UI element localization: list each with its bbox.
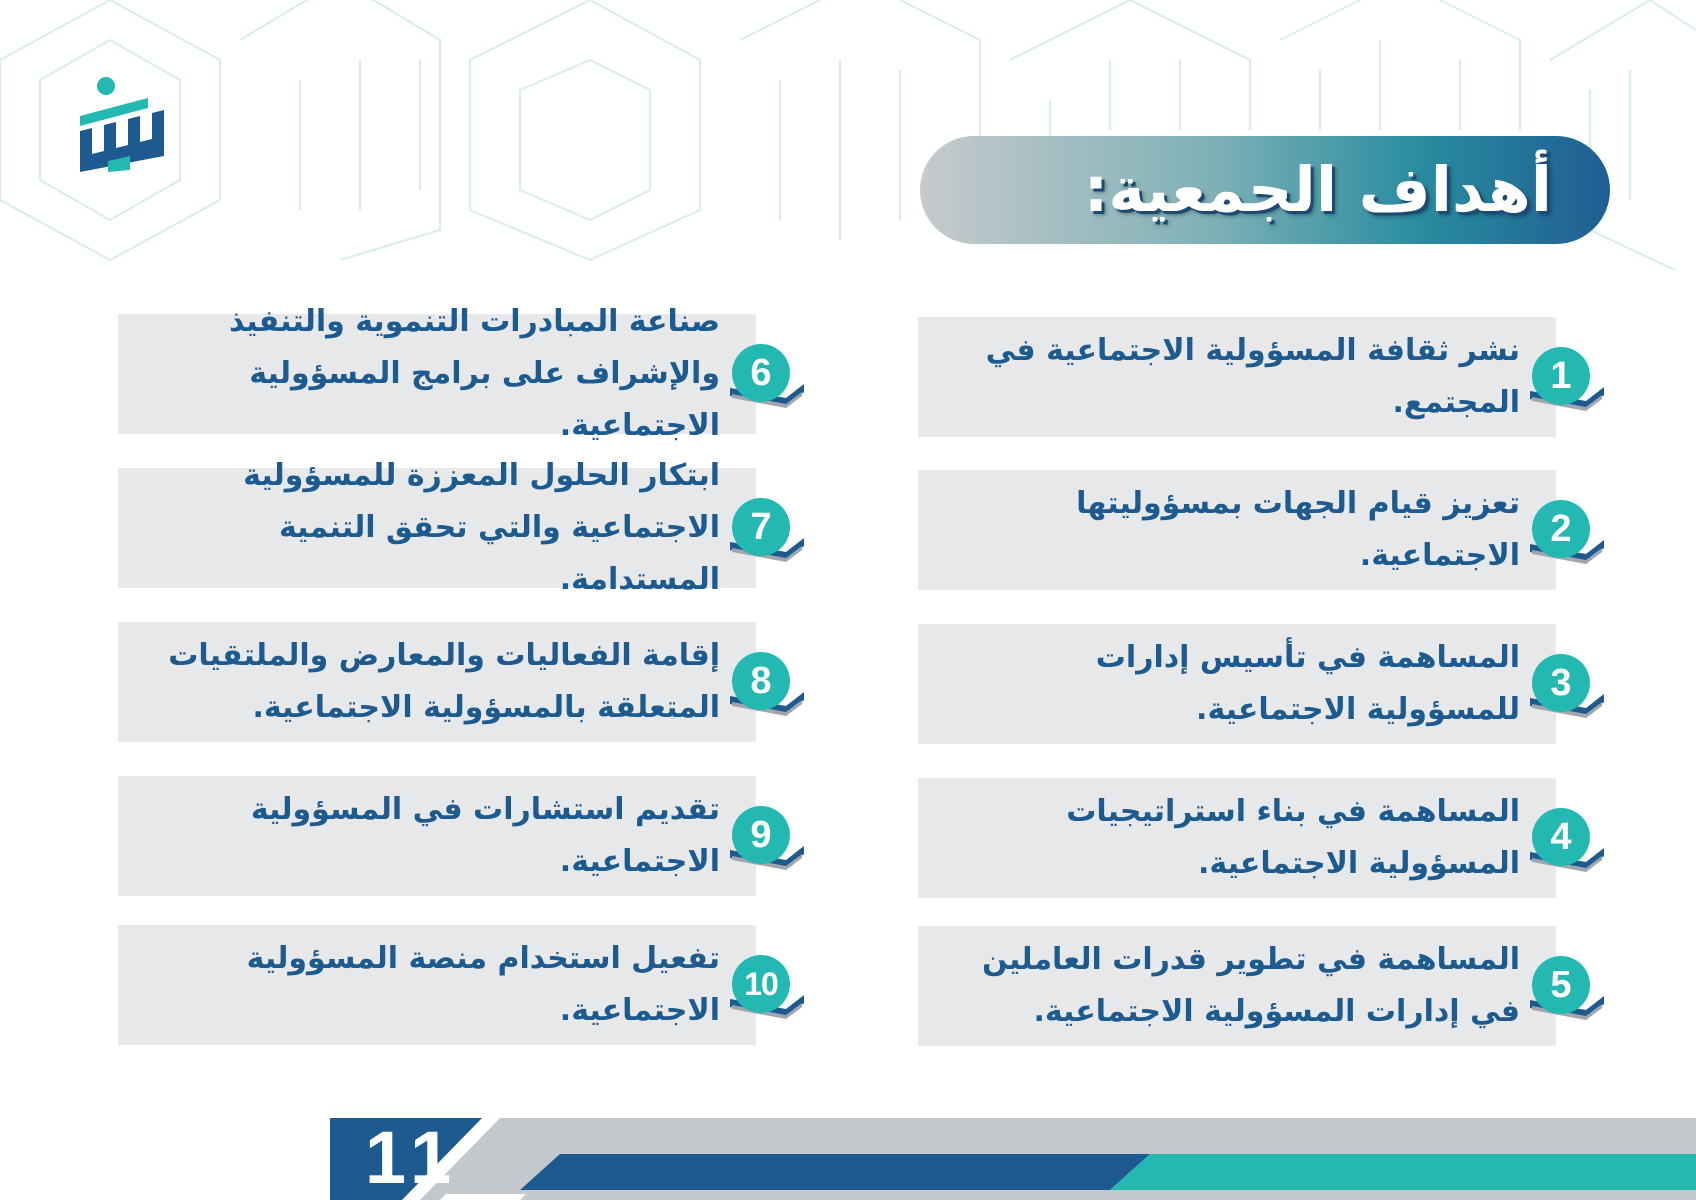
goal-card — [918, 317, 1556, 437]
goal-text: المساهمة في بناء استراتيجيات المسؤولية الاجتماعية. — [1066, 794, 1520, 881]
goal-text: إقامة الفعاليات والمعارض والملتقيات المتعلقة بالمسؤولية الاجتماعية. — [168, 638, 720, 725]
goal-card — [118, 304, 756, 443]
goal-card — [918, 778, 1556, 898]
goal-number: 2 — [1550, 508, 1572, 550]
goal-text: المساهمة في تطوير قدرات العاملين في إدارات المسؤولية الاجتماعية. — [981, 942, 1520, 1029]
goal-number: 8 — [750, 660, 772, 702]
goal-number-badge — [1530, 956, 1604, 1026]
goal-number-badge — [730, 955, 804, 1025]
page-number: 11 — [364, 1116, 460, 1199]
goal-text: ابتكار الحلول المعززة للمسؤولية الاجتماعية والتي تحقق التنمية المستدامة. — [243, 458, 720, 597]
goal-text: المساهمة في تأسيس إدارات للمسؤولية الاجتماعية. — [1095, 640, 1520, 727]
goal-number: 3 — [1550, 662, 1572, 704]
goal-number: 9 — [750, 814, 772, 856]
goal-card — [918, 470, 1556, 590]
goal-card — [118, 925, 756, 1045]
goal-number-badge — [730, 344, 804, 414]
goal-number-badge — [1530, 808, 1604, 878]
goal-number: 4 — [1550, 816, 1572, 858]
goal-card — [118, 458, 756, 597]
page-title: أهداف الجمعية: — [1083, 153, 1552, 226]
goal-number: 10 — [744, 966, 778, 1002]
goal-text: تقديم استشارات في المسؤولية الاجتماعية. — [250, 792, 720, 879]
goal-card — [918, 624, 1556, 744]
goal-text: تفعيل استخدام منصة المسؤولية الاجتماعية. — [246, 941, 720, 1028]
goal-number-badge — [730, 652, 804, 722]
goal-number: 6 — [750, 352, 772, 394]
goal-number: 5 — [1550, 964, 1572, 1006]
goal-card — [118, 622, 756, 742]
goal-number-badge — [1530, 500, 1604, 570]
goal-text: صناعة المبادرات التنموية والتنفيذ والإشراف على برامج المسؤولية الاجتماعية. — [228, 304, 720, 443]
goal-text: تعزيز قيام الجهات بمسؤوليتها الاجتماعية. — [1076, 486, 1520, 573]
goal-text: نشر ثقافة المسؤولية الاجتماعية في المجتمع. — [985, 333, 1520, 420]
association-logo-icon — [78, 76, 170, 172]
title-banner — [920, 136, 1610, 244]
goal-number-badge — [1530, 654, 1604, 724]
goal-number-badge — [1530, 347, 1604, 417]
goal-card — [118, 776, 756, 896]
footer-stripes — [0, 1110, 1696, 1200]
goal-number: 7 — [750, 506, 772, 548]
goal-number: 1 — [1550, 355, 1572, 397]
goal-number-badge — [730, 806, 804, 876]
goal-card — [918, 926, 1556, 1046]
goal-number-badge — [730, 498, 804, 568]
